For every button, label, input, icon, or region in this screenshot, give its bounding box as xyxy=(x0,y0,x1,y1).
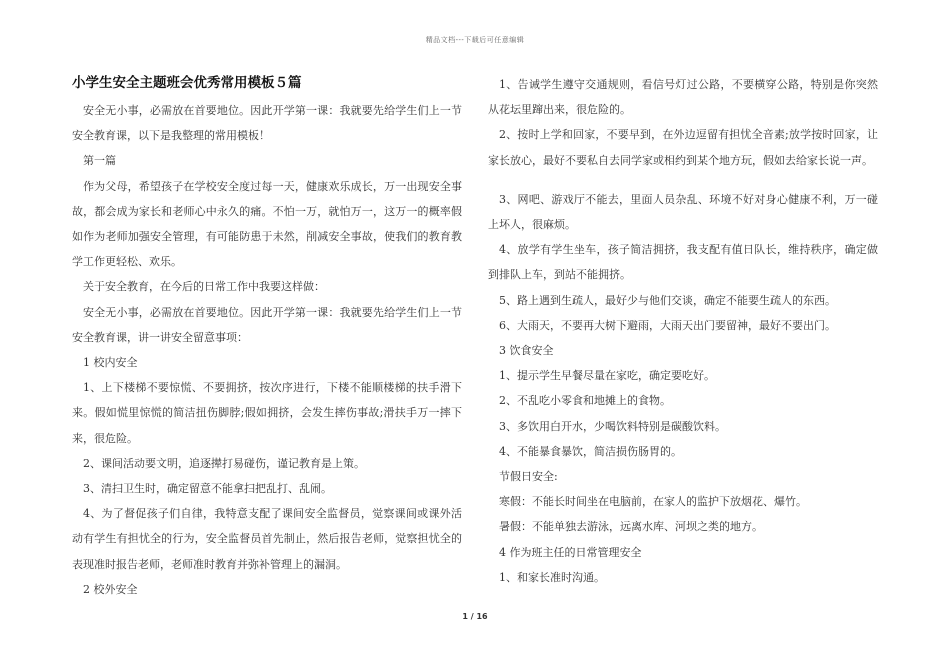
list-item-summer-break: 暑假：不能单独去游泳，远离水库、河坝之类的地方。 xyxy=(499,520,763,534)
list-item-bus: 4、放学有学生坐车，孩子简洁拥挤，我支配有值日队长，维持秩序，确定做到排队上车，到站不能拥挤。 xyxy=(488,243,878,282)
right-column xyxy=(488,72,878,590)
section-heading-off-campus-safety: 2 校外安全 xyxy=(83,582,138,596)
list-item-on-time: 2、按时上学和回家，不要早到，在外边逗留有担忧全音素;放学按时回家，让家长放心，最好不要私自去同学家或相约到某个地方玩，假如去给家长说一声。 xyxy=(488,128,878,167)
intro-paragraph: 安全无小事，必需放在首要地位。因此开学第一课：我就要先给学生们上一节安全教育课，以下是我整理的常用模板！ xyxy=(72,104,462,143)
list-item-supervisors: 4、为了督促孩子们自律，我特意支配了课间安全监督员，觉察课间或课外活动有学生有担忧全的行为，安全监督员首先制止，然后报告老师，觉察担忧全的表现准时报告老师，老师准时教育并弥补管理上的漏洞。 xyxy=(72,507,462,571)
paragraph-gap xyxy=(488,173,878,187)
header-note: 精品文档---下载后可任意编辑 xyxy=(425,36,525,44)
list-item-traffic: 1、告诫学生遵守交通规则，看信号灯过公路，不要横穿公路，特别是你突然从花坛里蹿出来，很危险的。 xyxy=(488,78,878,117)
list-item-strangers: 5、路上遇到生疏人，最好少与他们交谈，确定不能要生疏人的东西。 xyxy=(499,293,836,307)
list-item-rain: 6、大雨天，不要再大树下避雨，大雨天出门要留神，最好不要出门。 xyxy=(499,318,836,332)
list-item-stairs: 1、上下楼梯不要惊慌、不要拥挤，按次序进行，下楼不能顺楼梯的扶手滑下来。假如慌里惊慌的简洁扭伤脚脖;假如拥挤，会发生摔伤事故;滑扶手万一摔下来，很危险。 xyxy=(72,381,462,445)
document-title: 小学生安全主题班会优秀常用模板５篇 xyxy=(72,75,302,91)
section-heading-campus-safety: 1 校内安全 xyxy=(83,356,138,370)
section-heading-part-one: 第一篇 xyxy=(83,154,116,168)
list-item-cleaning: 3、清扫卫生时，确定留意不能拿扫把乱打、乱闹。 xyxy=(83,482,332,496)
page-number: 1 / 16 xyxy=(462,612,488,621)
section-heading-holiday-safety: 节假日安全: xyxy=(499,470,558,484)
parents-paragraph: 作为父母，希望孩子在学校安全度过每一天，健康欢乐成长，万一出现安全事故，都会成为家长和老师心中永久的痛。不怕一万，就怕万一，这万一的概率假如作为老师加强安全管理，有可能防患于未然，削减安全事故，使我们的教育教学工作更轻松、欢乐。 xyxy=(72,179,462,269)
first-lesson-paragraph: 安全无小事，必需放在首要地位。因此开学第一课：我就要先给学生们上一节安全教育课，讲一讲安全留意事项： xyxy=(72,305,462,344)
left-column xyxy=(72,72,462,602)
list-item-winter-break: 寒假：不能长时间坐在电脑前，在家人的监护下放烟花、爆竹。 xyxy=(499,495,807,509)
list-item-water: 3、多饮用白开水，少喝饮料特别是碳酸饮料。 xyxy=(499,419,726,433)
section-heading-daily-management: 4 作为班主任的日常管理安全 xyxy=(499,545,642,559)
section-heading-food-safety: 3 饮食安全 xyxy=(499,344,554,358)
list-item-breakfast: 1、提示学生早餐尽量在家吃，确定要吃好。 xyxy=(499,369,715,383)
list-item-overeating: 4、不能暴食暴饮，简洁损伤肠胃的。 xyxy=(499,444,682,458)
list-item-snacks: 2、不乱吃小零食和地摊上的食物。 xyxy=(499,394,671,408)
list-item-parent-communication: 1、和家长准时沟通。 xyxy=(499,570,605,584)
safety-plan-intro: 关于安全教育，在今后的日常工作中我要这样做： xyxy=(83,280,325,294)
list-item-recess: 2、课间活动要文明，追逐撵打易碰伤，谨记教育是上策。 xyxy=(83,456,365,470)
list-item-internet-cafe: 3、网吧、游戏厅不能去，里面人员杂乱、环境不好对身心健康不利，万一碰上坏人，很麻烦。 xyxy=(488,192,878,232)
